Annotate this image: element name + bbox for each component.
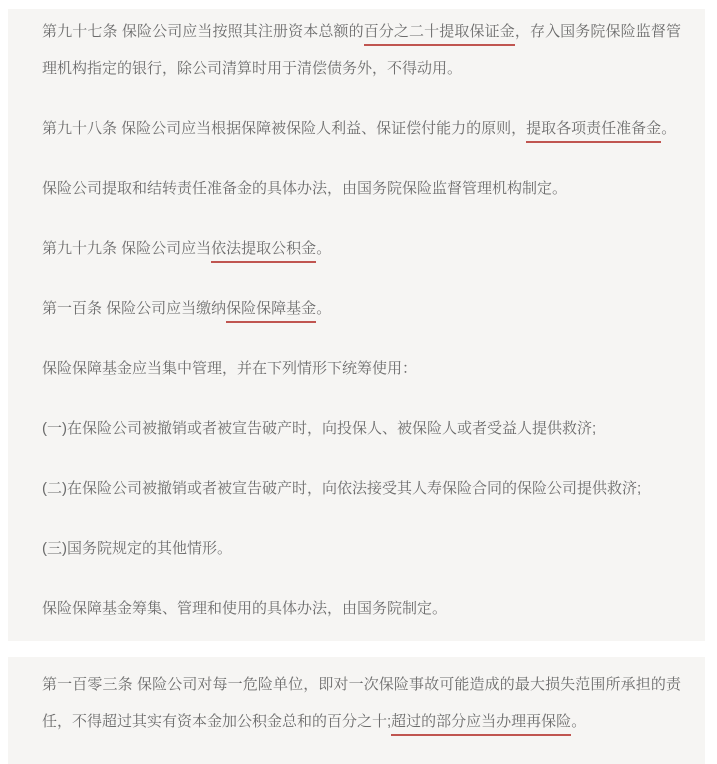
text-segment: (三)国务院规定的其他情形。 bbox=[42, 540, 232, 557]
underlined-phrase: 提取各项责任准备金 bbox=[526, 120, 661, 143]
paragraph bbox=[42, 590, 681, 627]
text-segment: 。 bbox=[661, 120, 677, 137]
text-segment: (一)在保险公司被撤销或者被宣告破产时，向投保人、被保险人或者受益人提供救济; bbox=[42, 420, 597, 437]
text-segment: 第一百条 保险公司应当缴纳 bbox=[42, 300, 227, 317]
text-segment: (二)在保险公司被撤销或者被宣告破产时，向依法接受其人寿保险合同的保险公司提供救济; bbox=[42, 480, 642, 497]
text-segment: 保险保障基金应当集中管理，并在下列情形下统筹使用： bbox=[42, 360, 418, 377]
text-segment: 保险保障基金筹集、管理和使用的具体办法，由国务院制定。 bbox=[42, 600, 448, 617]
text-segment: 保险公司提取和结转责任准备金的具体办法，由国务院保险监督管理机构制定。 bbox=[42, 180, 568, 197]
law-text-block-1 bbox=[8, 9, 705, 641]
paragraph bbox=[42, 470, 681, 507]
text-segment: 。 bbox=[571, 713, 587, 730]
underlined-phrase: 百分之二十提取保证金 bbox=[364, 23, 515, 46]
paragraph bbox=[42, 13, 681, 87]
law-text-block-2 bbox=[8, 657, 705, 764]
section-divider bbox=[8, 641, 705, 657]
text-segment: 第九十九条 保险公司应当 bbox=[42, 240, 212, 257]
paragraph bbox=[42, 350, 681, 387]
paragraph bbox=[42, 666, 681, 740]
paragraph bbox=[42, 230, 681, 267]
paragraph bbox=[42, 530, 681, 567]
text-segment: 。 bbox=[316, 240, 332, 257]
text-segment: 第九十八条 保险公司应当根据保障被保险人利益、保证偿付能力的原则， bbox=[42, 120, 527, 137]
underlined-phrase: 保险保障基金 bbox=[226, 300, 316, 323]
paragraph bbox=[42, 170, 681, 207]
text-segment: 第九十七条 保险公司应当按照其注册资本总额的 bbox=[42, 23, 364, 40]
underlined-phrase: 超过的部分应当办理再保险 bbox=[391, 713, 571, 736]
text-segment: 。 bbox=[316, 300, 332, 317]
paragraph bbox=[42, 110, 681, 147]
text-segment: ，存入国务院保险监督管理机构指定的银行，除公司清算时用于清偿债务外，不得动用。 bbox=[42, 23, 681, 77]
paragraph bbox=[42, 290, 681, 327]
paragraph bbox=[42, 410, 681, 447]
text-segment: 第一百零三条 保险公司对每一危险单位，即对一次保险事故可能造成的最大损失范围所承担的责任，不得超过其实有资本金加公积金总和的百分之十; bbox=[42, 676, 681, 730]
underlined-phrase: 依法提取公积金 bbox=[211, 240, 316, 263]
